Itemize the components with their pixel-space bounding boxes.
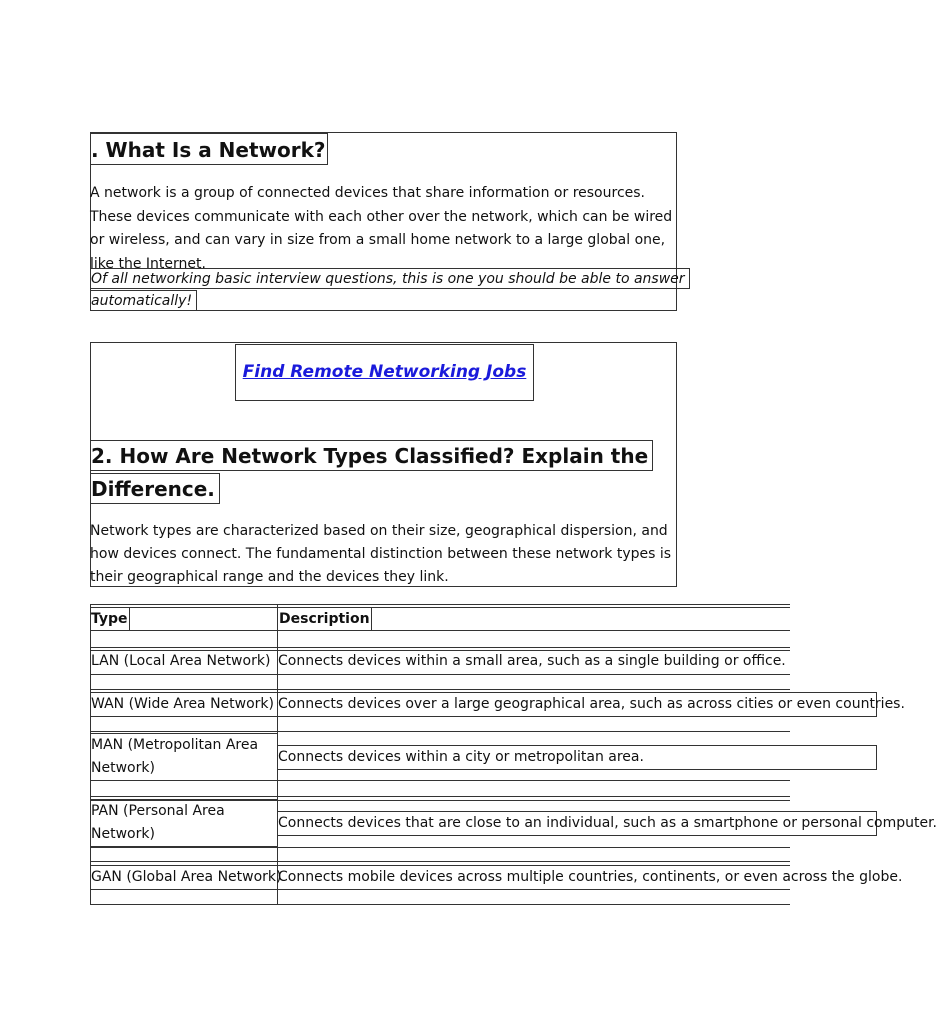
table-rule — [90, 847, 790, 848]
table-rule — [90, 861, 790, 862]
table-cell-description: Connects devices that are close to an individual, such as a smartphone or personal computer. — [277, 811, 877, 836]
table-rule — [90, 889, 790, 890]
section1-paragraph: A network is a group of connected devices that share information or resources. These devices communicate with each other over the network, which can be wired or wireless, and can vary in size from a small home network to a large global one, like the Internet. — [90, 185, 673, 272]
table-cell-description: Connects devices over a large geographical area, such as across cities or even countries. — [277, 692, 877, 717]
network-types-table — [90, 604, 937, 905]
table-cell-description: Connects mobile devices across multiple countries, continents, or even across the globe. — [278, 869, 903, 885]
table-cell-description: Connects devices within a small area, such as a single building or office. — [278, 653, 786, 669]
table-cell-type: MAN (Metropolitan Area Network) — [90, 733, 278, 781]
table-rule — [90, 689, 790, 690]
section1-heading: . What Is a Network? — [90, 133, 328, 165]
table-rule — [90, 630, 790, 631]
section2-heading-line2: Difference. — [90, 473, 220, 504]
table-cell-type: LAN (Local Area Network) — [91, 653, 271, 669]
table-rule — [90, 796, 790, 797]
table-rule — [90, 647, 790, 648]
section1-note-line2: automatically! — [90, 290, 197, 311]
find-remote-jobs-link[interactable]: Find Remote Networking Jobs — [242, 362, 527, 382]
table-header-type: Type — [90, 607, 130, 631]
table-rule — [90, 731, 790, 732]
section-network-types — [90, 342, 677, 587]
jobs-link-box — [235, 344, 534, 401]
table-cell-type: PAN (Personal Area Network) — [90, 799, 278, 847]
table-cell-description: Connects devices within a city or metropolitan area. — [277, 745, 877, 770]
table-rule — [90, 604, 790, 605]
table-rule — [90, 607, 790, 608]
section2-heading-line1: 2. How Are Network Types Classified? Explain the — [90, 440, 653, 471]
table-header-description: Description — [277, 607, 372, 631]
table-cell-type: WAN (Wide Area Network) — [90, 692, 278, 717]
table-rule — [90, 904, 790, 905]
table-rule — [90, 674, 790, 675]
section1-note-line1: Of all networking basic interview questions, this is one you should be able to answer — [90, 268, 690, 289]
table-cell-type: GAN (Global Area Network) — [91, 869, 282, 885]
section-what-is-network — [90, 132, 685, 311]
section2-paragraph: Network types are characterized based on their size, geographical dispersion, and how devices connect. The fundamental distinction between these network types is their geographical range and the devices they link. — [90, 523, 672, 585]
